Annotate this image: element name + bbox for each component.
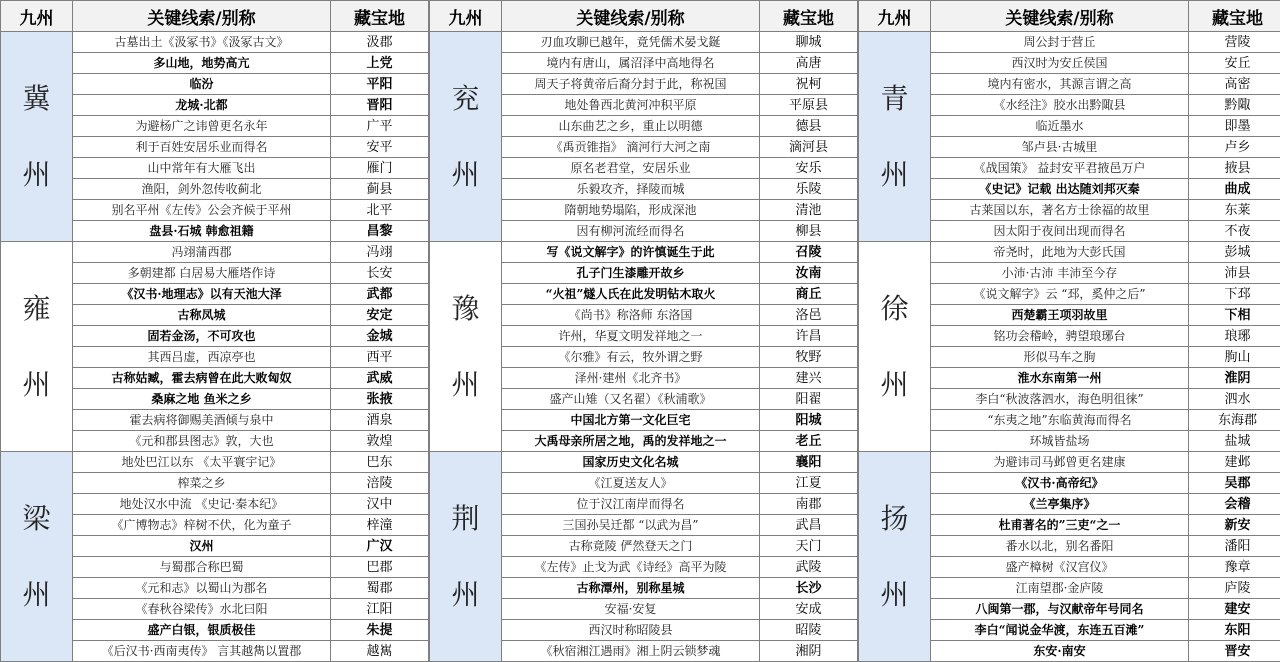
clue-cell: 杜甫著名的”三吏“之一 bbox=[931, 515, 1189, 536]
place-cell: 江夏 bbox=[760, 473, 858, 494]
place-cell: 即墨 bbox=[1189, 116, 1280, 137]
table-row bbox=[1, 452, 429, 473]
clue-cell: 泽州·建州《北齐书》 bbox=[502, 368, 760, 389]
clue-cell: “火祖”燧人氏在此发明钻木取火 bbox=[502, 284, 760, 305]
header-row bbox=[859, 1, 1280, 32]
clue-cell: 《元和郡县图志》敦，大也 bbox=[73, 431, 331, 452]
clue-cell: 固若金汤，不可攻也 bbox=[73, 326, 331, 347]
place-cell: 东海郡 bbox=[1189, 410, 1280, 431]
region-name: 兖 州 bbox=[430, 32, 502, 242]
place-cell: 南郡 bbox=[760, 494, 858, 515]
header-region: 九州 bbox=[859, 1, 931, 32]
header-place: 藏宝地 bbox=[1189, 1, 1280, 32]
place-cell: 安成 bbox=[760, 599, 858, 620]
place-cell: 新安 bbox=[1189, 515, 1280, 536]
clue-cell: 国家历史文化名城 bbox=[502, 452, 760, 473]
place-cell: 祝柯 bbox=[760, 74, 858, 95]
place-cell: 朐山 bbox=[1189, 347, 1280, 368]
header-row bbox=[1, 1, 429, 32]
place-cell: 营陵 bbox=[1189, 32, 1280, 53]
clue-cell: 小沛·古沛 丰沛至今存 bbox=[931, 263, 1189, 284]
place-cell: 巴郡 bbox=[331, 557, 429, 578]
place-cell: 天门 bbox=[760, 536, 858, 557]
clue-cell: 《春秋谷梁传》水北曰阳 bbox=[73, 599, 331, 620]
place-cell: 昌黎 bbox=[331, 221, 429, 242]
place-cell: 滴河县 bbox=[760, 137, 858, 158]
header-region: 九州 bbox=[430, 1, 502, 32]
place-cell: 江阳 bbox=[331, 599, 429, 620]
header-place: 藏宝地 bbox=[331, 1, 429, 32]
clue-cell: 中国北方第一文化巨宅 bbox=[502, 410, 760, 431]
place-cell: 长沙 bbox=[760, 578, 858, 599]
place-cell: 雁门 bbox=[331, 158, 429, 179]
place-cell: 建邺 bbox=[1189, 452, 1280, 473]
place-cell: 涪陵 bbox=[331, 473, 429, 494]
clue-cell: 地处鲁西北黄河冲积平原 bbox=[502, 95, 760, 116]
clue-cell: 大禹母亲所居之地，禹的发祥地之一 bbox=[502, 431, 760, 452]
place-cell: 阳城 bbox=[760, 410, 858, 431]
clue-cell: 《禹贡锥指》 滴河行大河之南 bbox=[502, 137, 760, 158]
clue-cell: 境内有唐山，属沼泽中高地得名 bbox=[502, 53, 760, 74]
place-cell: 乐陵 bbox=[760, 179, 858, 200]
place-cell: 卢乡 bbox=[1189, 137, 1280, 158]
clue-cell: “东夷之地”东临黄海而得名 bbox=[931, 410, 1189, 431]
place-cell: 蓟县 bbox=[331, 179, 429, 200]
clue-cell: 《江夏送友人》 bbox=[502, 473, 760, 494]
region-name: 扬 州 bbox=[859, 452, 931, 662]
place-cell: 会稽 bbox=[1189, 494, 1280, 515]
clue-cell: 位于汉江南岸而得名 bbox=[502, 494, 760, 515]
place-cell: 聊城 bbox=[760, 32, 858, 53]
clue-cell: 《广博物志》梓树不伏，化为童子 bbox=[73, 515, 331, 536]
clue-cell: 渔阳，剑外忽传收蓟北 bbox=[73, 179, 331, 200]
region-name: 豫 州 bbox=[430, 242, 502, 452]
clue-cell: 霍去病将御赐美酒倾与泉中 bbox=[73, 410, 331, 431]
table-row bbox=[859, 242, 1280, 263]
clue-cell: 西汉时为安丘侯国 bbox=[931, 53, 1189, 74]
region-name: 雍 州 bbox=[1, 242, 73, 452]
place-cell: 蜀郡 bbox=[331, 578, 429, 599]
place-cell: 西平 bbox=[331, 347, 429, 368]
clue-cell: 因有柳河流经而得名 bbox=[502, 221, 760, 242]
clue-cell: 临近墨水 bbox=[931, 116, 1189, 137]
place-cell: 下邳 bbox=[1189, 284, 1280, 305]
place-cell: 潘阳 bbox=[1189, 536, 1280, 557]
clue-cell: 山东曲艺之乡，重止以明德 bbox=[502, 116, 760, 137]
place-cell: 武威 bbox=[331, 368, 429, 389]
table-row bbox=[430, 32, 858, 53]
place-cell: 东阳 bbox=[1189, 620, 1280, 641]
place-cell: 安乐 bbox=[760, 158, 858, 179]
region-table bbox=[0, 0, 429, 662]
clue-cell: 其西吕虚，西凉亭也 bbox=[73, 347, 331, 368]
place-cell: 上党 bbox=[331, 53, 429, 74]
clue-cell: 周公封于营丘 bbox=[931, 32, 1189, 53]
clue-cell: 李白“秋波落泗水，海色明徂徕” bbox=[931, 389, 1189, 410]
place-cell: 越嶲 bbox=[331, 641, 429, 662]
table-row bbox=[430, 242, 858, 263]
clue-cell: 为避讳司马邺曾更名建康 bbox=[931, 452, 1189, 473]
place-cell: 晋阳 bbox=[331, 95, 429, 116]
place-cell: 朱提 bbox=[331, 620, 429, 641]
region-name: 青 州 bbox=[859, 32, 931, 242]
place-cell: 昭陵 bbox=[760, 620, 858, 641]
clue-cell: 《汉书·地理志》以有天池大泽 bbox=[73, 284, 331, 305]
clue-cell: 与蜀郡合称巴蜀 bbox=[73, 557, 331, 578]
clue-cell: 许州，华夏文明发祥地之一 bbox=[502, 326, 760, 347]
clue-cell: 原名老君堂，安居乐业 bbox=[502, 158, 760, 179]
header-clue: 关键线索/别称 bbox=[73, 1, 331, 32]
region-table bbox=[429, 0, 858, 662]
place-cell: 汉中 bbox=[331, 494, 429, 515]
place-cell: 建兴 bbox=[760, 368, 858, 389]
place-cell: 曲成 bbox=[1189, 179, 1280, 200]
header-row bbox=[430, 1, 858, 32]
clue-cell: 《史记》记载 出达随刘邦灭秦 bbox=[931, 179, 1189, 200]
clue-cell: 写《说文解字》的许慎诞生于此 bbox=[502, 242, 760, 263]
place-cell: 沛县 bbox=[1189, 263, 1280, 284]
clue-cell: 《后汉书·西南夷传》 言其越雋以置郡 bbox=[73, 641, 331, 662]
place-cell: 下相 bbox=[1189, 305, 1280, 326]
place-cell: 黔陬 bbox=[1189, 95, 1280, 116]
clue-cell: 《秋宿湘江遇雨》湘上阴云锁梦魂 bbox=[502, 641, 760, 662]
clue-cell: 盘县·石城 韩愈祖籍 bbox=[73, 221, 331, 242]
clue-cell: 利于百姓安居乐业而得名 bbox=[73, 137, 331, 158]
clue-cell: 地处巴江以东 《太平寰宇记》 bbox=[73, 452, 331, 473]
place-cell: 洛邑 bbox=[760, 305, 858, 326]
place-cell: 北平 bbox=[331, 200, 429, 221]
clue-cell: 别名平州《左传》公会齐候于平州 bbox=[73, 200, 331, 221]
clue-cell: 盛产樟树《汉宫仪》 bbox=[931, 557, 1189, 578]
clue-cell: 《元和志》以蜀山为郡名 bbox=[73, 578, 331, 599]
place-cell: 召陵 bbox=[760, 242, 858, 263]
clue-cell: 帝尧时，此地为大彭氏国 bbox=[931, 242, 1189, 263]
region-name: 梁 州 bbox=[1, 452, 73, 662]
clue-cell: 《水经注》胶水出黔陬县 bbox=[931, 95, 1189, 116]
place-cell: 平阳 bbox=[331, 74, 429, 95]
clue-cell: 临汾 bbox=[73, 74, 331, 95]
clue-cell: 《兰亭集序》 bbox=[931, 494, 1189, 515]
clue-cell: 环城皆盐场 bbox=[931, 431, 1189, 452]
place-cell: 掖县 bbox=[1189, 158, 1280, 179]
place-cell: 安平 bbox=[331, 137, 429, 158]
clue-cell: 《尚书》称洛师 东洛国 bbox=[502, 305, 760, 326]
place-cell: 商丘 bbox=[760, 284, 858, 305]
clue-cell: 多朝建都 白居易大雁塔作诗 bbox=[73, 263, 331, 284]
clue-cell: 多山地，地势高亢 bbox=[73, 53, 331, 74]
header-region: 九州 bbox=[1, 1, 73, 32]
place-cell: 牧野 bbox=[760, 347, 858, 368]
clue-cell: 古称姑臧，霍去病曾在此大败匈奴 bbox=[73, 368, 331, 389]
place-cell: 汝南 bbox=[760, 263, 858, 284]
clue-cell: 八闽第一郡，与汉献帝年号同名 bbox=[931, 599, 1189, 620]
clue-cell: 周天子将黄帝后裔分封于此，称祝国 bbox=[502, 74, 760, 95]
place-cell: 武陵 bbox=[760, 557, 858, 578]
place-cell: 金城 bbox=[331, 326, 429, 347]
clue-cell: 榨菜之乡 bbox=[73, 473, 331, 494]
table-row bbox=[430, 452, 858, 473]
place-cell: 汲郡 bbox=[331, 32, 429, 53]
place-cell: 泗水 bbox=[1189, 389, 1280, 410]
place-cell: 武昌 bbox=[760, 515, 858, 536]
clue-cell: 邹卢县·古城里 bbox=[931, 137, 1189, 158]
header-place: 藏宝地 bbox=[760, 1, 858, 32]
place-cell: 平原县 bbox=[760, 95, 858, 116]
clue-cell: 为避杨广之讳曾更名永年 bbox=[73, 116, 331, 137]
table-row bbox=[1, 242, 429, 263]
clue-cell: 山中常年有大雁飞出 bbox=[73, 158, 331, 179]
place-cell: 柳县 bbox=[760, 221, 858, 242]
clue-cell: 铭功会稽岭，骋望琅琊台 bbox=[931, 326, 1189, 347]
clue-cell: 刃血攻聊已越年，竟凭儒术晏戈鋋 bbox=[502, 32, 760, 53]
clue-cell: 地处汉水中流 《史记·秦本纪》 bbox=[73, 494, 331, 515]
clue-cell: 《说文解字》云 “邳，奚仲之后” bbox=[931, 284, 1189, 305]
place-cell: 老丘 bbox=[760, 431, 858, 452]
clue-cell: 番水以北，别名番阳 bbox=[931, 536, 1189, 557]
place-cell: 湘阴 bbox=[760, 641, 858, 662]
clue-cell: 汉州 bbox=[73, 536, 331, 557]
place-cell: 阳翟 bbox=[760, 389, 858, 410]
place-cell: 清池 bbox=[760, 200, 858, 221]
place-cell: 晋安 bbox=[1189, 641, 1280, 662]
clue-cell: 西楚霸王项羽故里 bbox=[931, 305, 1189, 326]
region-name: 徐 州 bbox=[859, 242, 931, 452]
clue-cell: 境内有密水，其源言谓之高 bbox=[931, 74, 1189, 95]
place-cell: 淮阴 bbox=[1189, 368, 1280, 389]
place-cell: 敦煌 bbox=[331, 431, 429, 452]
region-name: 冀 州 bbox=[1, 32, 73, 242]
place-cell: 彭城 bbox=[1189, 242, 1280, 263]
place-cell: 豫章 bbox=[1189, 557, 1280, 578]
clue-cell: 江南望郡·金庐陵 bbox=[931, 578, 1189, 599]
table-row bbox=[859, 452, 1280, 473]
clue-cell: 乐毅攻齐，择陵而城 bbox=[502, 179, 760, 200]
clue-cell: 《汉书·高帝纪》 bbox=[931, 473, 1189, 494]
place-cell: 广平 bbox=[331, 116, 429, 137]
place-cell: 安丘 bbox=[1189, 53, 1280, 74]
clue-cell: 古莱国以东，著名方士徐福的故里 bbox=[931, 200, 1189, 221]
place-cell: 广汉 bbox=[331, 536, 429, 557]
place-cell: 盐城 bbox=[1189, 431, 1280, 452]
header-clue: 关键线索/别称 bbox=[502, 1, 760, 32]
region-name: 荆 州 bbox=[430, 452, 502, 662]
place-cell: 建安 bbox=[1189, 599, 1280, 620]
clue-cell: 《尔雅》有云，牧外谓之野 bbox=[502, 347, 760, 368]
place-cell: 德县 bbox=[760, 116, 858, 137]
place-cell: 高密 bbox=[1189, 74, 1280, 95]
place-cell: 长安 bbox=[331, 263, 429, 284]
clue-cell: 安福·安复 bbox=[502, 599, 760, 620]
place-cell: 安定 bbox=[331, 305, 429, 326]
clue-cell: 古墓出土《汲冢书》《汲冢古文》 bbox=[73, 32, 331, 53]
clue-cell: 盛产白银，银质极佳 bbox=[73, 620, 331, 641]
clue-cell: 古称竟陵 俨然登天之门 bbox=[502, 536, 760, 557]
table-row bbox=[1, 32, 429, 53]
clue-cell: 盛产山雉（又名翟）《秋浦歌》 bbox=[502, 389, 760, 410]
place-cell: 梓潼 bbox=[331, 515, 429, 536]
clue-cell: 西汉时称昭陵县 bbox=[502, 620, 760, 641]
clue-cell: 古称潭州，别称星城 bbox=[502, 578, 760, 599]
place-cell: 酒泉 bbox=[331, 410, 429, 431]
table-row bbox=[859, 32, 1280, 53]
place-cell: 东莱 bbox=[1189, 200, 1280, 221]
place-cell: 许昌 bbox=[760, 326, 858, 347]
header-clue: 关键线索/别称 bbox=[931, 1, 1189, 32]
clue-cell: 东安·南安 bbox=[931, 641, 1189, 662]
place-cell: 冯翊 bbox=[331, 242, 429, 263]
clue-cell: 形似马车之朐 bbox=[931, 347, 1189, 368]
clue-cell: 三国孙吴迁都 “以武为昌” bbox=[502, 515, 760, 536]
clue-cell: 淮水东南第一州 bbox=[931, 368, 1189, 389]
place-cell: 不夜 bbox=[1189, 221, 1280, 242]
clue-cell: 因太阳于夜间出现而得名 bbox=[931, 221, 1189, 242]
clue-cell: 古称凤城 bbox=[73, 305, 331, 326]
clue-cell: 李白“闻说金华渡，东连五百滩” bbox=[931, 620, 1189, 641]
clue-cell: 冯翊蒲西郡 bbox=[73, 242, 331, 263]
clue-cell: 隋朝地势塌陷，形成深池 bbox=[502, 200, 760, 221]
place-cell: 琅琊 bbox=[1189, 326, 1280, 347]
place-cell: 巴东 bbox=[331, 452, 429, 473]
clue-cell: 龙城·北都 bbox=[73, 95, 331, 116]
place-cell: 庐陵 bbox=[1189, 578, 1280, 599]
clue-cell: 《战国策》 益封安平君掖邑万户 bbox=[931, 158, 1189, 179]
region-table bbox=[858, 0, 1280, 662]
clue-cell: 《左传》止戈为武《诗经》高平为陵 bbox=[502, 557, 760, 578]
place-cell: 张掖 bbox=[331, 389, 429, 410]
place-cell: 武都 bbox=[331, 284, 429, 305]
place-cell: 吴郡 bbox=[1189, 473, 1280, 494]
place-cell: 襄阳 bbox=[760, 452, 858, 473]
clue-cell: 孔子门生漆雕开故乡 bbox=[502, 263, 760, 284]
clue-cell: 桑麻之地 鱼米之乡 bbox=[73, 389, 331, 410]
place-cell: 高唐 bbox=[760, 53, 858, 74]
